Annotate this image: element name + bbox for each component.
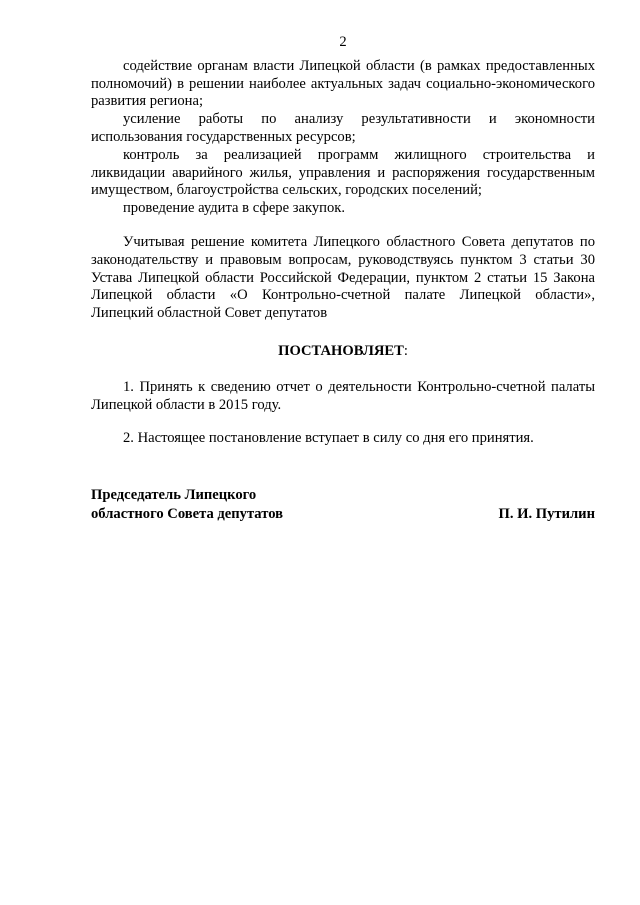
signature-row	[91, 505, 595, 524]
list-item: содействие органам власти Липецкой области (в рамках предоставленных полномочий) в решении наиболее актуальных задач социально-экономического развития региона;	[91, 57, 595, 110]
resolution-heading	[91, 343, 595, 361]
list-item: усиление работы по анализу результативности и экономности использования государственных ресурсов;	[91, 111, 595, 145]
list-item: контроль за реализацией программ жилищного строительства и ликвидации аварийного жилья, управления и распоряжения государственным имуществом, благоустройства сельских, городских поселений;	[91, 146, 595, 199]
resolution-heading-word: ПОСТАНОВЛЯЕТ	[278, 342, 404, 359]
resolution-heading-colon: :	[403, 342, 408, 359]
signatory-name: П. И. Путилин	[498, 506, 595, 522]
signature-block	[91, 486, 595, 524]
list-item: проведение аудита в сфере закупок.	[123, 200, 345, 217]
decision-item: 1. Принять к сведению отчет о деятельности Контрольно-счетной палаты Липецкой области в 2015 году.	[91, 378, 595, 413]
page-number: 2	[339, 34, 347, 50]
decision-item: 2. Настоящее постановление вступает в силу со дня его принятия.	[123, 430, 534, 447]
preamble-paragraph: Учитывая решение комитета Липецкого областного Совета депутатов по законодательству и правовым вопросам, руководствуясь пунктом 3 статьи 30 Устава Липецкой области Российской Федерации, пунктом 2 статьи 15 Закона Липецкой области «О Контрольно-счетной палате Липецкой области», Липецкий областной Совет депутатов	[91, 233, 595, 322]
signatory-title-line2: областного Совета депутатов	[91, 506, 284, 522]
document-page	[91, 34, 595, 448]
signatory-title-line1: Председатель Липецкого	[91, 487, 257, 503]
